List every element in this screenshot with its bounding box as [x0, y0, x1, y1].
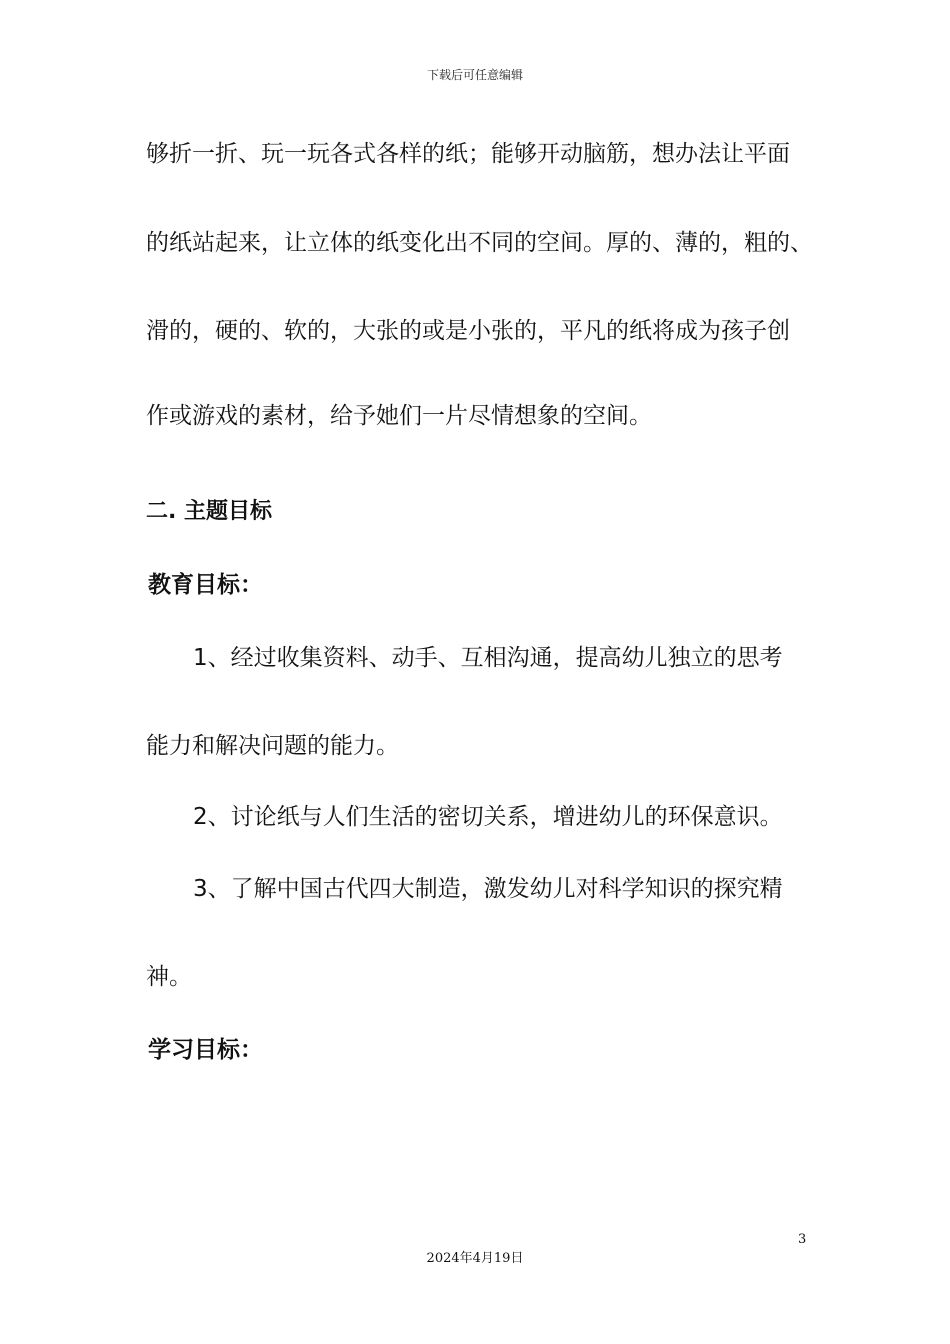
footer-date: 2024年4月19日 [426, 1251, 524, 1266]
learning-goals-heading: 学习目标： [148, 1037, 263, 1063]
education-item-continuation: 神。 [146, 964, 192, 990]
section-heading: 二. 主题目标 [146, 499, 273, 524]
education-goals-heading: 教育目标： [148, 572, 263, 598]
header-note: 下载后可任意编辑 [426, 68, 523, 82]
paragraph-line: 作或游戏的素材，给予她们一片尽情想象的空间。 [146, 403, 652, 429]
education-item-continuation: 能力和解决问题的能力。 [146, 733, 399, 759]
education-item: 3、了解中国古代四大制造，激发幼儿对科学知识的探究精 [193, 876, 783, 902]
page-number: 3 [798, 1232, 807, 1247]
paragraph-line: 滑的，硬的、软的，大张的或是小张的，平凡的纸将成为孩子创 [146, 318, 790, 344]
education-item: 1、经过收集资料、动手、互相沟通，提高幼儿独立的思考 [193, 645, 783, 671]
paragraph-line: 够折一折、玩一玩各式各样的纸；能够开动脑筋，想办法让平面 [146, 141, 790, 167]
education-item: 2、讨论纸与人们生活的密切关系，增进幼儿的环保意识。 [193, 804, 783, 830]
paragraph-line: 的纸站起来，让立体的纸变化出不同的空间。厚的、薄的，粗的、 [146, 230, 813, 256]
